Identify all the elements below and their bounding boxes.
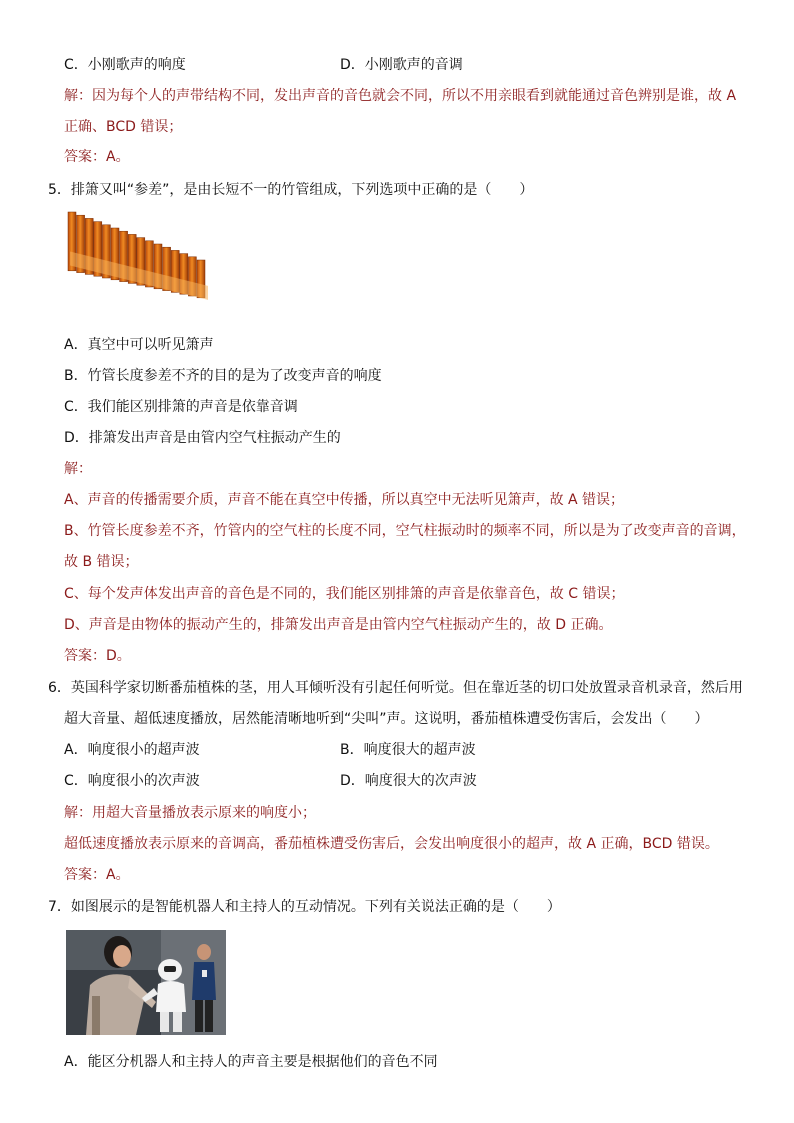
q5-solution-head: 解： <box>64 461 92 477</box>
q6-option-d: D．响度很大的次声波 <box>340 773 477 789</box>
q4-option-c: C．小刚歌声的响度 <box>64 57 186 73</box>
q6-stem-line-2: 超大音量、超低速度播放，居然能清晰地听到“尖叫”声。这说明，番茄植株遭受伤害后，会发出（ ） <box>64 711 709 727</box>
q7-option-a: A．能区分机器人和主持人的声音主要是根据他们的音色不同 <box>64 1054 438 1070</box>
q5-solution-c: C、每个发声体发出声音的音色是不同的，我们能区别排箫的声音是依靠音色，故 C 错误； <box>64 586 625 602</box>
q5-answer: 答案：D。 <box>64 648 131 664</box>
q6-stem-line-1: 6．英国科学家切断番茄植株的茎，用人耳倾听没有引起任何听觉。但在靠近茎的切口处放置录音机录音，然后用 <box>48 680 743 696</box>
q6-solution-line-2: 超低速度播放表示原来的音调高，番茄植株遭受伤害后，会发出响度很小的超声，故 A 正确，BCD 错误。 <box>64 836 719 852</box>
q5-solution-b-line-1: B、竹管长度参差不齐，竹管内的空气柱的长度不同，空气柱振动时的频率不同，所以是为了改变声音的音调， <box>64 523 746 539</box>
q5-option-a: A．真空中可以听见箫声 <box>64 337 214 353</box>
q4-solution-line-1: 解：因为每个人的声带结构不同，发出声音的音色就会不同，所以不用亲眼看到就能通过音色辨别是谁，故 A <box>64 88 737 104</box>
pan-flute-image <box>64 210 214 320</box>
q4-option-d: D．小刚歌声的音调 <box>340 57 463 73</box>
q5-solution-d: D、声音是由物体的振动产生的，排箫发出声音是由管内空气柱振动产生的，故 D 正确。 <box>64 617 613 633</box>
q7-stem: 7．如图展示的是智能机器人和主持人的互动情况。下列有关说法正确的是（ ） <box>48 899 561 915</box>
q5-solution-a: A、声音的传播需要介质，声音不能在真空中传播，所以真空中无法听见箫声，故 A 错误； <box>64 492 625 508</box>
q6-option-c: C．响度很小的次声波 <box>64 773 200 789</box>
q6-option-b: B．响度很大的超声波 <box>340 742 476 758</box>
q6-option-a: A．响度很小的超声波 <box>64 742 200 758</box>
q5-option-d: D．排箫发出声音是由管内空气柱振动产生的 <box>64 430 341 446</box>
q5-solution-b-line-2: 故 B 错误； <box>64 554 139 570</box>
q4-solution-line-2: 正确、BCD 错误； <box>64 119 183 135</box>
robot-host-photo <box>66 930 226 1035</box>
q5-option-b: B．竹管长度参差不齐的目的是为了改变声音的响度 <box>64 368 382 384</box>
q5-stem: 5．排箫又叫“参差”，是由长短不一的竹管组成，下列选项中正确的是（ ） <box>48 182 534 198</box>
q5-option-c: C．我们能区别排箫的声音是依靠音调 <box>64 399 298 415</box>
q4-answer: 答案：A。 <box>64 149 130 165</box>
q6-answer: 答案：A。 <box>64 867 130 883</box>
q6-solution-line-1: 解：用超大音量播放表示原来的响度小； <box>64 805 316 821</box>
